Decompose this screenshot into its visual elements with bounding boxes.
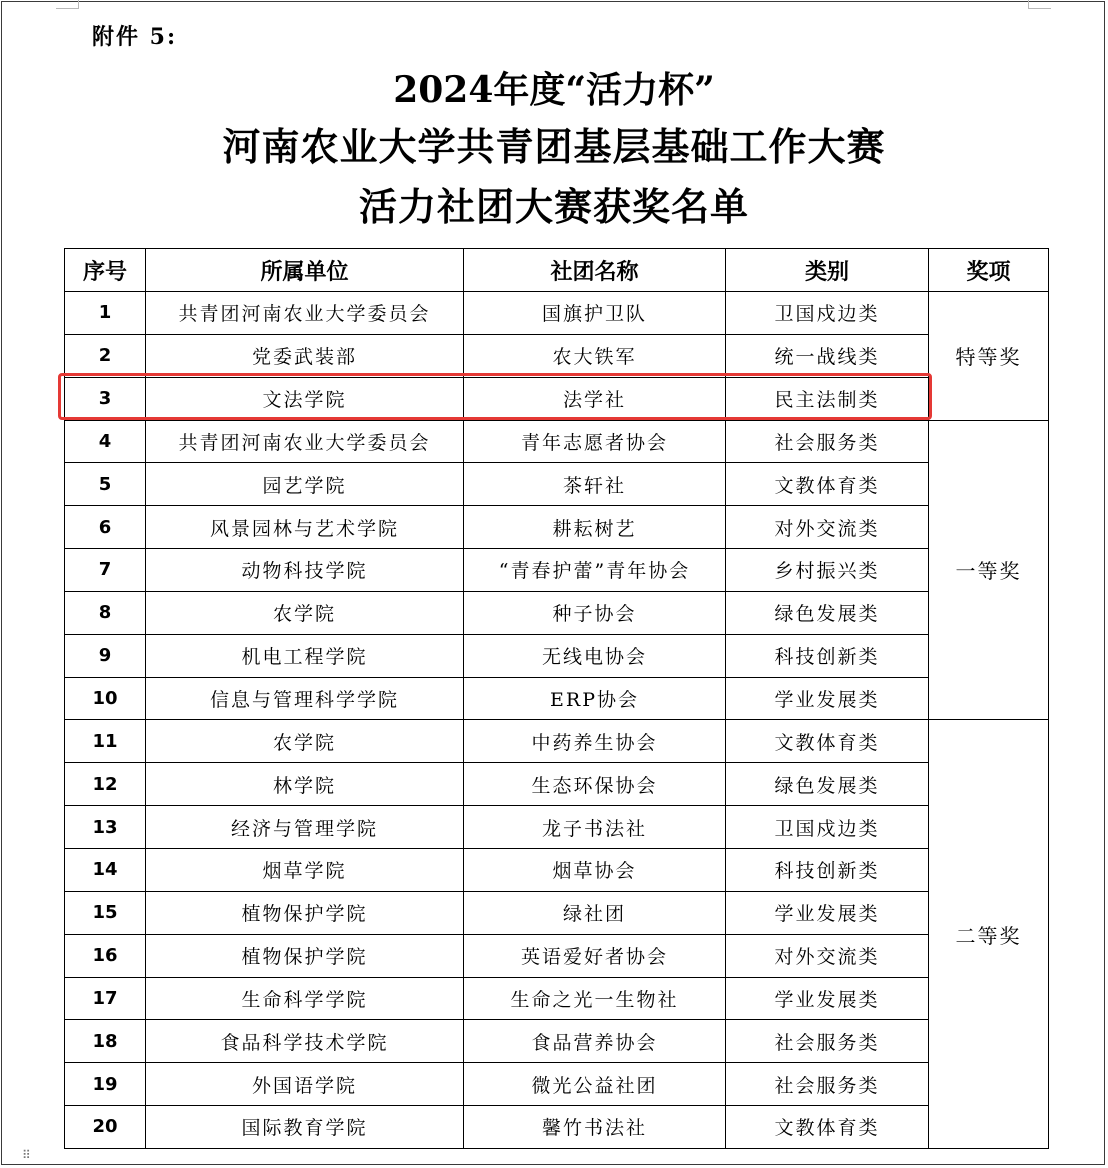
row-unit: 文法学院: [146, 377, 464, 420]
row-category: 统一战线类: [726, 334, 929, 377]
row-index: 10: [65, 677, 146, 720]
row-unit: 农学院: [146, 591, 464, 634]
row-unit: 食品科学技术学院: [146, 1020, 464, 1063]
row-club: 农大铁军: [464, 334, 726, 377]
row-category: 文教体育类: [726, 720, 929, 763]
row-club: 种子协会: [464, 591, 726, 634]
table-row: [65, 377, 1049, 420]
row-index: 11: [65, 720, 146, 763]
table-row: [65, 292, 1049, 335]
row-club: 食品营养协会: [464, 1020, 726, 1063]
row-category: 学业发展类: [726, 677, 929, 720]
row-unit: 机电工程学院: [146, 634, 464, 677]
table-row: [65, 1020, 1049, 1063]
award-second: 二等奖: [929, 720, 1049, 1148]
row-unit: 经济与管理学院: [146, 806, 464, 849]
row-club: 绿社团: [464, 891, 726, 934]
row-index: 14: [65, 848, 146, 891]
table-row: [65, 634, 1049, 677]
row-club: 法学社: [464, 377, 726, 420]
row-unit: 信息与管理科学学院: [146, 677, 464, 720]
table-row: [65, 677, 1049, 720]
row-category: 社会服务类: [726, 420, 929, 463]
row-index: 4: [65, 420, 146, 463]
row-index: 5: [65, 463, 146, 506]
row-index: 9: [65, 634, 146, 677]
row-index: 15: [65, 891, 146, 934]
row-index: 20: [65, 1106, 146, 1149]
row-club: “青春护蕾”青年协会: [464, 549, 726, 592]
table-row: [65, 763, 1049, 806]
row-index: 13: [65, 806, 146, 849]
table-row: [65, 1106, 1049, 1149]
table-row: [65, 720, 1049, 763]
table-row: [65, 1063, 1049, 1106]
row-club: 国旗护卫队: [464, 292, 726, 335]
row-club: 微光公益社团: [464, 1063, 726, 1106]
title-line-3: 活力社团大赛获奖名单: [358, 184, 749, 229]
row-unit: 共青团河南农业大学委员会: [146, 292, 464, 335]
row-unit: 烟草学院: [146, 848, 464, 891]
header-category: 类别: [726, 249, 929, 292]
table-row: [65, 934, 1049, 977]
table-row: [65, 334, 1049, 377]
header-club: 社团名称: [464, 249, 726, 292]
row-club: 烟草协会: [464, 848, 726, 891]
award-first: 一等奖: [929, 420, 1049, 720]
row-index: 12: [65, 763, 146, 806]
row-unit: 共青团河南农业大学委员会: [146, 420, 464, 463]
row-club: 耕耘树艺: [464, 506, 726, 549]
table-row: [65, 848, 1049, 891]
row-unit: 农学院: [146, 720, 464, 763]
table-row: [65, 463, 1049, 506]
row-category: 学业发展类: [726, 891, 929, 934]
row-club: 无线电协会: [464, 634, 726, 677]
row-category: 文教体育类: [726, 463, 929, 506]
title-line-2: 河南农业大学共青团基层基础工作大赛: [222, 124, 886, 169]
drag-handle-icon[interactable]: ⠿: [22, 1148, 30, 1162]
attachment-label: 附件 5:: [92, 24, 178, 50]
row-unit: 园艺学院: [146, 463, 464, 506]
header-unit: 所属单位: [146, 249, 464, 292]
row-index: 3: [65, 377, 146, 420]
row-category: 学业发展类: [726, 977, 929, 1020]
row-index: 17: [65, 977, 146, 1020]
row-unit: 国际教育学院: [146, 1106, 464, 1149]
row-category: 科技创新类: [726, 848, 929, 891]
row-unit: 党委武装部: [146, 334, 464, 377]
row-unit: 植物保护学院: [146, 891, 464, 934]
row-category: 社会服务类: [726, 1063, 929, 1106]
row-category: 卫国戍边类: [726, 292, 929, 335]
row-unit: 动物科技学院: [146, 549, 464, 592]
row-category: 社会服务类: [726, 1020, 929, 1063]
award-table: [64, 248, 1049, 1149]
row-unit: 风景园林与艺术学院: [146, 506, 464, 549]
award-special: 特等奖: [929, 292, 1049, 421]
table-row: [65, 549, 1049, 592]
table-row: [65, 806, 1049, 849]
row-club: 英语爱好者协会: [464, 934, 726, 977]
row-category: 对外交流类: [726, 934, 929, 977]
row-club: 中药养生协会: [464, 720, 726, 763]
row-category: 绿色发展类: [726, 591, 929, 634]
table-row: [65, 591, 1049, 634]
row-index: 18: [65, 1020, 146, 1063]
row-club: 馨竹书法社: [464, 1106, 726, 1149]
row-index: 2: [65, 334, 146, 377]
row-club: ERP协会: [464, 677, 726, 720]
row-club: 龙子书法社: [464, 806, 726, 849]
row-category: 绿色发展类: [726, 763, 929, 806]
row-index: 6: [65, 506, 146, 549]
margin-marker-right: [1028, 0, 1051, 9]
row-unit: 生命科学学院: [146, 977, 464, 1020]
margin-marker-left: [56, 0, 79, 9]
row-index: 7: [65, 549, 146, 592]
row-club: 生态环保协会: [464, 763, 726, 806]
row-index: 8: [65, 591, 146, 634]
row-unit: 外国语学院: [146, 1063, 464, 1106]
row-index: 1: [65, 292, 146, 335]
table-row: [65, 420, 1049, 463]
header-award: 奖项: [929, 249, 1049, 292]
row-category: 科技创新类: [726, 634, 929, 677]
row-club: 茶轩社: [464, 463, 726, 506]
row-category: 民主法制类: [726, 377, 929, 420]
row-unit: 植物保护学院: [146, 934, 464, 977]
row-index: 16: [65, 934, 146, 977]
row-index: 19: [65, 1063, 146, 1106]
row-unit: 林学院: [146, 763, 464, 806]
table-row: [65, 977, 1049, 1020]
table-row: [65, 891, 1049, 934]
row-category: 对外交流类: [726, 506, 929, 549]
header-index: 序号: [65, 249, 146, 292]
row-club: 青年志愿者协会: [464, 420, 726, 463]
row-category: 文教体育类: [726, 1106, 929, 1149]
title-line-1: 2024年度“活力杯”: [393, 69, 715, 111]
row-club: 生命之光一生物社: [464, 977, 726, 1020]
row-category: 卫国戍边类: [726, 806, 929, 849]
table-row: [65, 506, 1049, 549]
row-category: 乡村振兴类: [726, 549, 929, 592]
table-header-row: [65, 249, 1049, 292]
